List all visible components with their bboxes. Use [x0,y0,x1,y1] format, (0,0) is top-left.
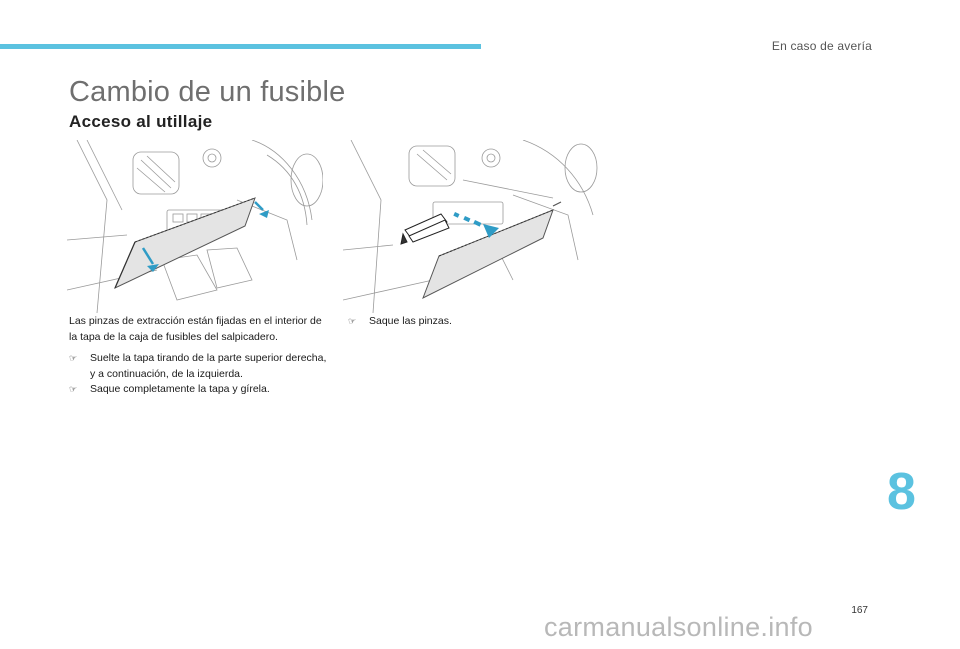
chapter-number: 8 [887,463,916,521]
arrow-bullet-icon: ☞ [69,353,78,363]
air-vent [409,146,455,186]
intro-text: Las pinzas de extracción están fijadas en el interior de la tapa de la caja de fusibles del salpicadero. [69,315,322,343]
air-vent [133,152,179,194]
instruction-text: Saque completamente la tapa y gírela. [90,383,270,395]
instruction-text: Saque las pinzas. [369,315,452,327]
fuse-box-cover [423,202,561,298]
dashboard-illustration-2 [343,140,599,313]
fuse-cover-removal-illustration [67,140,323,313]
page-number: 167 [851,605,868,616]
top-accent-bar [0,44,481,49]
extraction-pliers [401,214,449,244]
pliers-removal-illustration [343,140,599,313]
watermark: carmanualsonline.info [544,612,813,642]
instruction-step [69,382,331,398]
instruction-step [69,351,331,382]
instructions-column-1 [69,314,331,398]
slide-out-arrow-icon [453,212,499,238]
arrow-bullet-icon: ☞ [348,316,357,326]
page-title: Cambio de un fusible [69,76,346,108]
section-label: En caso de avería [771,39,872,53]
page-subtitle: Acceso al utillaje [69,112,213,131]
instruction-text: Suelte la tapa tirando de la parte superior derecha, y a continuación, de la izquierda. [90,352,327,380]
instruction-step [348,314,598,330]
dashboard-illustration-1 [67,140,323,313]
fuse-box-cover [115,198,255,288]
instructions-column-2 [348,314,598,330]
arrow-bullet-icon: ☞ [69,384,78,394]
